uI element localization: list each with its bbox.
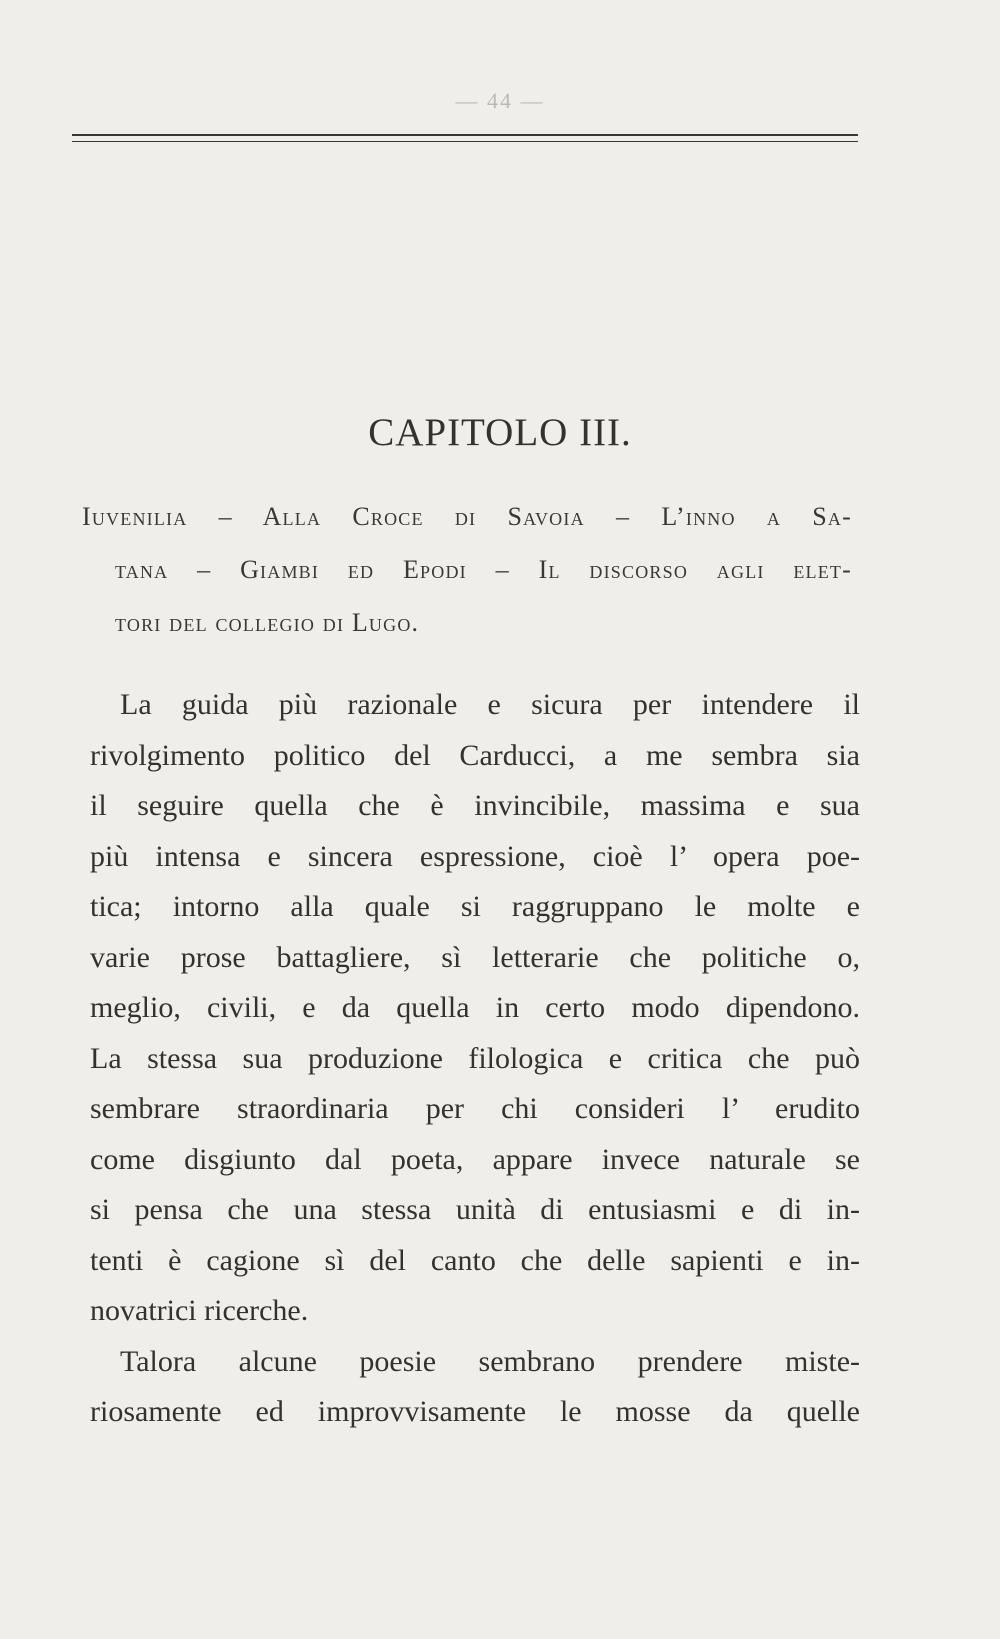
text-line: il seguire quella che è invincibile, massima e sua — [90, 789, 860, 822]
text-line: sembrare straordinaria per chi consideri l’ erudito — [90, 1092, 860, 1125]
text-line: tica; intorno alla quale si raggruppano le molte e — [90, 890, 860, 923]
text-line: si pensa che una stessa unità di entusiasmi e di in- — [90, 1193, 860, 1226]
text-line: La guida più razionale e sicura per intendere il — [120, 688, 860, 721]
text-line: tenti è cagione sì del canto che delle sapienti e in- — [90, 1243, 860, 1277]
text-line: meglio, civili, e da quella in certo modo dipendono. — [90, 991, 860, 1024]
text-line: novatrici ricerche. — [90, 1294, 309, 1327]
text-line: riosamente ed improvvisamente le mosse da quelle — [90, 1395, 860, 1428]
header-rule-thin — [72, 141, 858, 142]
chapter-title: CAPITOLO III. — [368, 411, 632, 454]
summary-line: tori del collegio di Lugo. — [115, 608, 420, 637]
text-line: più intensa e sincera espressione, cioè l’ opera poe- — [90, 839, 860, 873]
text-line: La stessa sua produzione filologica e critica che può — [90, 1041, 860, 1075]
summary-line: Iuvenilia – Alla Croce di Savoia – L’inno a Sa- — [82, 502, 852, 531]
text-line: varie prose battagliere, sì letterarie che politiche o, — [90, 940, 860, 974]
chapter-summary — [82, 490, 852, 649]
paragraph — [90, 1337, 860, 1438]
text-line: Talora alcune poesie sembrano prendere miste- — [120, 1344, 860, 1378]
header-rule-thick — [72, 134, 858, 136]
body-text — [90, 680, 860, 1438]
page-number: — 44 — — [455, 88, 545, 113]
text-line: come disgiunto dal poeta, appare invece naturale se — [90, 1142, 860, 1176]
paragraph — [90, 680, 860, 1337]
text-line: rivolgimento politico del Carducci, a me sembra sia — [90, 738, 860, 772]
summary-line: tana – Giambi ed Epodi – Il discorso agli elet- — [115, 555, 852, 584]
